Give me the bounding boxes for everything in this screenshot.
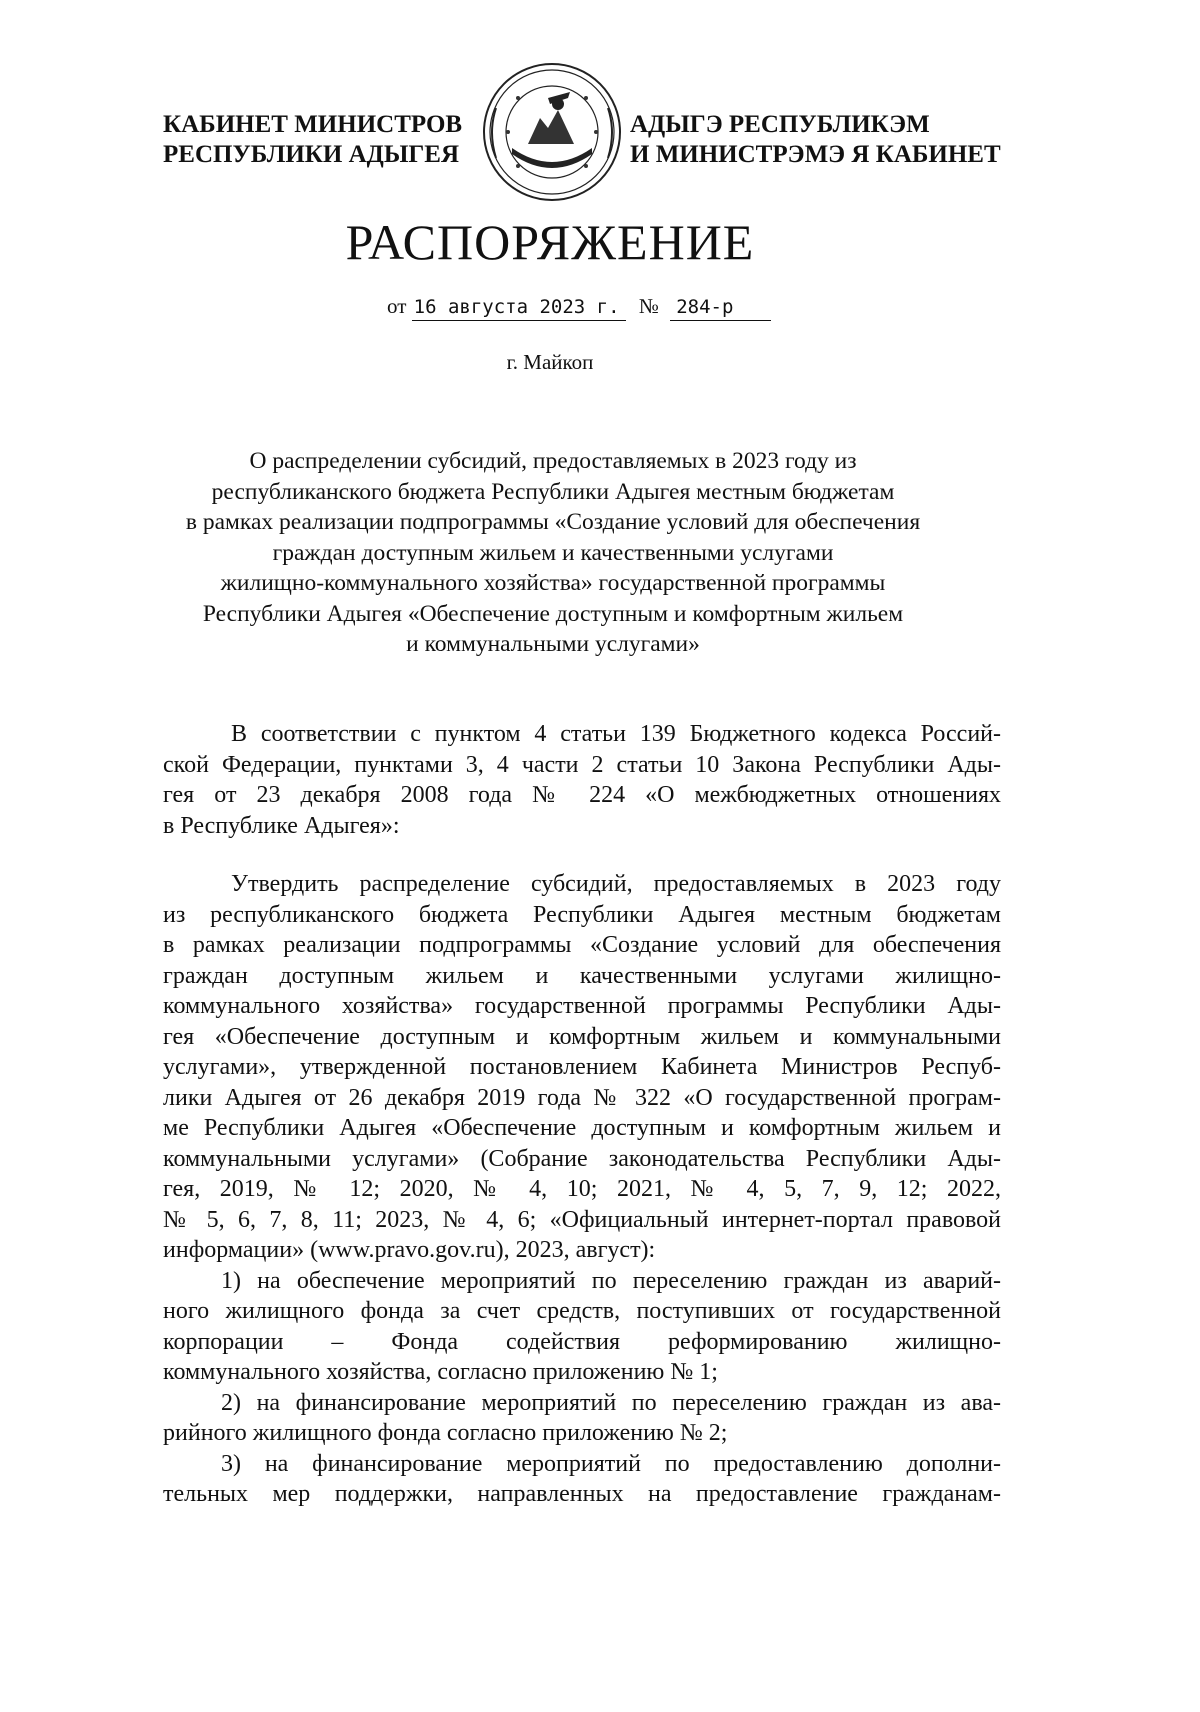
paragraph-line: лики Адыгея от 26 декабря 2019 года № 322 «О государственной програм-: [163, 1084, 1001, 1111]
document-subject: [163, 446, 943, 660]
paragraph-line: в рамках реализации подпрограммы «Создание условий для обеспечения: [163, 932, 1001, 958]
date-prefix: от: [387, 294, 407, 318]
subject-line: О распределении субсидий, предоставляемых в 2023 году из: [249, 448, 857, 474]
paragraph-line: ской Федерации, пунктами 3, 4 части 2 статьи 10 Закона Республики Ады-: [163, 751, 1001, 778]
date-line: [387, 294, 771, 321]
list-item-2-line: 2) на финансирование мероприятий по переселению граждан из ава-: [221, 1389, 1001, 1416]
list-item-1-line: коммунального хозяйства, согласно приложению № 1;: [163, 1359, 718, 1385]
list-item-1-line: 1) на обеспечение мероприятий по переселению граждан из аварий-: [221, 1267, 1001, 1294]
document-title: РАСПОРЯЖЕНИЕ: [345, 214, 755, 270]
subject-line: Республики Адыгея «Обеспечение доступным и комфортным жильем: [202, 600, 904, 627]
document-number: 284-р: [670, 296, 771, 321]
city: г. Майкоп: [506, 350, 594, 374]
paragraph-line: № 5, 6, 7, 8, 11; 2023, № 4, 6; «Официальный интернет-портал правовой: [163, 1206, 1001, 1233]
paragraph-line: Утвердить распределение субсидий, предоставляемых в 2023 году: [231, 871, 1001, 897]
document-date: 16 августа 2023 г.: [412, 296, 626, 321]
subject-line: жилищно-коммунального хозяйства» государственной программы: [220, 570, 886, 596]
paragraph-line: В соответствии с пунктом 4 статьи 139 Бюджетного кодекса Россий-: [231, 721, 1001, 747]
subject-line: в рамках реализации подпрограммы «Создание условий для обеспечения: [185, 509, 921, 535]
header-right-line2: И МИНИСТРЭМЭ Я КАБИНЕТ: [630, 141, 1001, 168]
header-left-line2: РЕСПУБЛИКИ АДЫГЕЯ: [163, 141, 460, 168]
header-right-line1: АДЫГЭ РЕСПУБЛИКЭМ: [630, 111, 930, 138]
list-item-1-line: ного жилищного фонда за счет средств, поступивших от государственной: [163, 1298, 1001, 1324]
paragraph-line: ме Республики Адыгея «Обеспечение доступным и комфортным жильем и: [163, 1115, 1001, 1141]
list-item-3-line: тельных мер поддержки, направленных на предоставление гражданам-: [163, 1481, 1001, 1507]
republic-emblem: [478, 58, 626, 206]
subject-line: граждан доступным жильем и качественными услугами: [272, 539, 834, 566]
header-right: [630, 110, 1001, 170]
paragraph-line: коммунального хозяйства» государственной программы Республики Ады-: [163, 993, 1001, 1019]
paragraph-line: в Республике Адыгея»:: [163, 812, 400, 839]
paragraph-line: информации» (www.pravo.gov.ru), 2023, август):: [163, 1237, 656, 1263]
subject-line: и коммунальными услугами»: [406, 631, 700, 657]
paragraph-line: гея от 23 декабря 2008 года № 224 «О межбюджетных отношениях: [163, 782, 1001, 808]
decree-paragraph: [163, 869, 1001, 1510]
number-sign: №: [638, 294, 659, 318]
list-item-1-line: корпорации – Фонда содействия реформированию жилищно-: [163, 1328, 1001, 1355]
list-item-3-line: 3) на финансирование мероприятий по предоставлению дополни-: [221, 1450, 1001, 1477]
paragraph-line: граждан доступным жильем и качественными услугами жилищно-: [163, 962, 1001, 989]
subject-line: республиканского бюджета Республики Адыгея местным бюджетам: [211, 478, 895, 505]
paragraph-line: гея, 2019, № 12; 2020, № 4, 10; 2021, № 4, 5, 7, 9, 12; 2022,: [163, 1176, 1001, 1202]
paragraph-line: коммунальными услугами» (Собрание законодательства Республики Ады-: [163, 1145, 1001, 1172]
header-left-line1: КАБИНЕТ МИНИСТРОВ: [163, 111, 463, 138]
intro-paragraph: [163, 719, 1001, 841]
list-item-2-line: рийного жилищного фонда согласно приложению № 2;: [163, 1420, 728, 1446]
paragraph-line: услугами», утвержденной постановлением Кабинета Министров Респуб-: [163, 1054, 1001, 1080]
paragraph-line: из республиканского бюджета Республики Адыгея местным бюджетам: [163, 901, 1001, 928]
paragraph-line: гея «Обеспечение доступным и комфортным жильем и коммунальными: [163, 1023, 1001, 1050]
header-left: [163, 110, 462, 170]
